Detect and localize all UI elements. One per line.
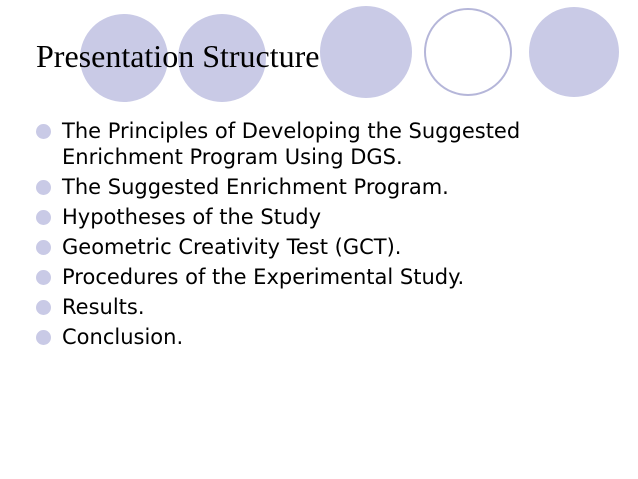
bullet-item (36, 174, 520, 200)
bullet-text: Geometric Creativity Test (GCT). (62, 235, 402, 259)
bullet-item (36, 294, 520, 320)
deco-circle-3 (320, 6, 412, 98)
bullet-item (36, 324, 520, 350)
bullet-item (36, 234, 520, 260)
bullet-dot-icon (36, 210, 51, 225)
bullet-dot-icon (36, 300, 51, 315)
bullet-item (36, 264, 520, 290)
bullet-text: Results. (62, 295, 145, 319)
bullet-list (36, 118, 520, 354)
bullet-text: The Suggested Enrichment Program. (62, 175, 449, 199)
bullet-text: Conclusion. (62, 325, 184, 349)
deco-circle-4-outline (425, 9, 511, 95)
bullet-dot-icon (36, 180, 51, 195)
bullet-item (36, 118, 520, 170)
bullet-dot-icon (36, 240, 51, 255)
bullet-dot-icon (36, 124, 51, 139)
bullet-text: The Principles of Developing the Suggested Enrichment Program Using DGS. (62, 119, 521, 169)
bullet-text: Procedures of the Experimental Study. (62, 265, 465, 289)
bullet-dot-icon (36, 270, 51, 285)
bullet-item (36, 204, 520, 230)
deco-circle-5 (529, 7, 619, 97)
slide-title: Presentation Structure (36, 38, 320, 74)
bullet-text: Hypotheses of the Study (62, 205, 322, 229)
bullet-dot-icon (36, 330, 51, 345)
